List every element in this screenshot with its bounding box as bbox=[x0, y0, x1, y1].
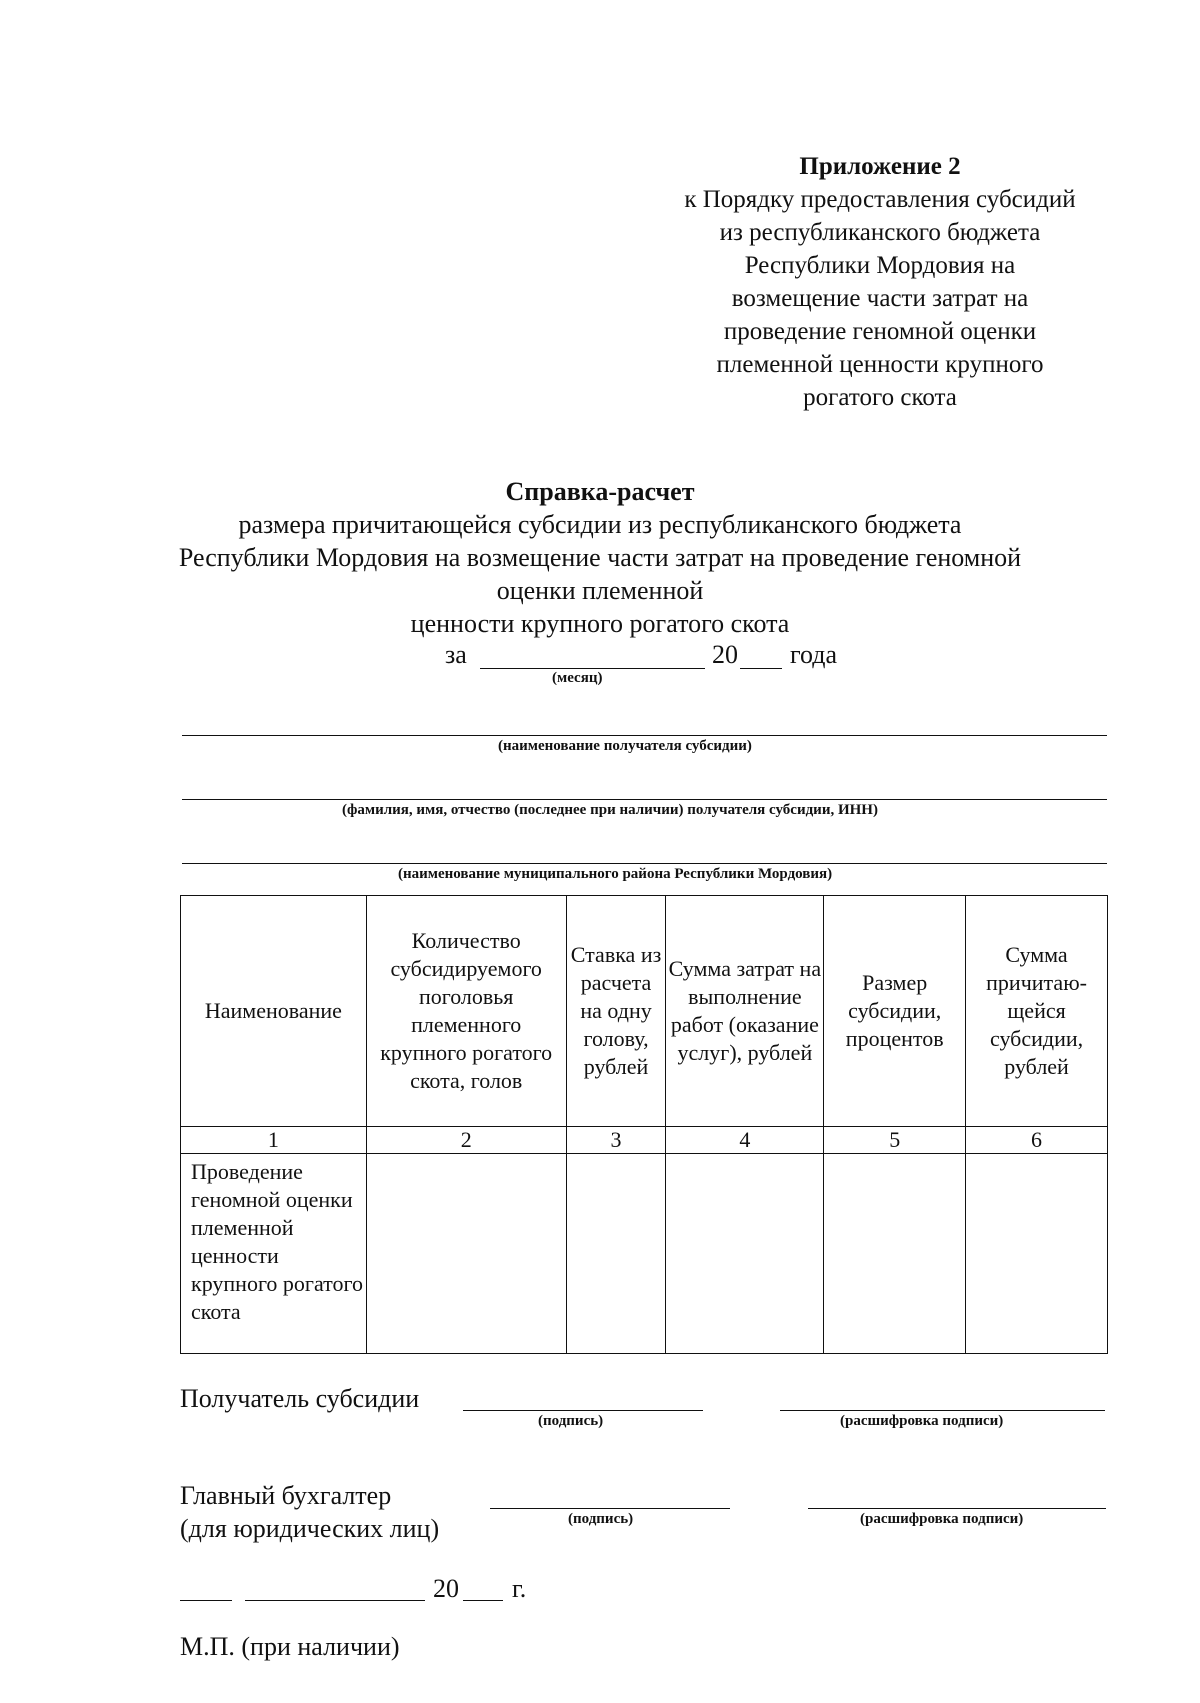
date-year-line bbox=[463, 1600, 503, 1601]
column-number: 6 bbox=[966, 1127, 1108, 1154]
title-line: оценки племенной bbox=[496, 576, 704, 605]
recipient-signature-line bbox=[463, 1410, 703, 1411]
period-suffix: года bbox=[790, 640, 838, 669]
appendix-line: рогатого скота bbox=[803, 384, 957, 411]
period-year-prefix: 20 bbox=[712, 640, 738, 669]
person-name-caption: (фамилия, имя, отчество (последнее при наличии) получателя субсидии, ИНН) bbox=[342, 802, 878, 818]
stamp-label: М.П. (при наличии) bbox=[180, 1632, 400, 1661]
column-number: 3 bbox=[566, 1127, 666, 1154]
title-line: размера причитающейся субсидии из республиканского бюджета bbox=[238, 510, 962, 539]
accountant-signature-label: Главный бухгалтер bbox=[180, 1481, 392, 1510]
title-line: Республики Мордовия на возмещение части затрат на проведение геномной bbox=[178, 543, 1022, 572]
recipient-name-line bbox=[182, 735, 1107, 736]
subsidy-amount-cell[interactable] bbox=[966, 1154, 1108, 1354]
date-day-line bbox=[180, 1600, 232, 1601]
subsidy-calculation-table bbox=[180, 895, 1108, 1354]
header-rate: Ставка из расчета на одну голову, рублей bbox=[566, 896, 666, 1127]
appendix-line: к Порядку предоставления субсидий bbox=[684, 186, 1076, 213]
table-number-row bbox=[181, 1127, 1108, 1154]
appendix-line: из республиканского бюджета bbox=[719, 219, 1041, 246]
date-year-prefix: 20 bbox=[433, 1574, 459, 1603]
costs-cell[interactable] bbox=[666, 1154, 824, 1354]
column-number: 5 bbox=[824, 1127, 966, 1154]
district-caption: (наименование муниципального района Республики Мордовия) bbox=[398, 866, 833, 882]
recipient-decoding-caption: (расшифровка подписи) bbox=[840, 1413, 1004, 1429]
date-year-suffix: г. bbox=[512, 1574, 527, 1603]
accountant-signature-sublabel: (для юридических лиц) bbox=[180, 1514, 440, 1543]
column-number: 4 bbox=[666, 1127, 824, 1154]
table-header-row bbox=[181, 896, 1108, 1127]
title-line: ценности крупного рогатого скота bbox=[410, 609, 790, 638]
header-name: Наименование bbox=[181, 896, 367, 1127]
header-subsidy-percent: Размер субсидии, процентов bbox=[824, 896, 966, 1127]
row-name-cell: Проведение геномной оценки племенной ценности крупного рогатого скота bbox=[181, 1154, 367, 1354]
appendix-line: племенной ценности крупного bbox=[716, 351, 1044, 378]
period-prefix: за bbox=[445, 640, 467, 669]
month-caption: (месяц) bbox=[552, 670, 603, 686]
accountant-signature-caption: (подпись) bbox=[568, 1511, 634, 1527]
header-head-count: Количество субсидируемого поголовья племенного крупного рогатого скота, голов bbox=[366, 896, 566, 1127]
recipient-decoding-line bbox=[780, 1410, 1105, 1411]
appendix-line: Республики Мордовия на bbox=[744, 252, 1016, 279]
appendix-line: возмещение части затрат на bbox=[731, 285, 1029, 312]
header-subsidy-amount: Сумма причитаю-щейся субсидии, рублей bbox=[966, 896, 1108, 1127]
column-number: 1 bbox=[181, 1127, 367, 1154]
accountant-decoding-caption: (расшифровка подписи) bbox=[860, 1511, 1024, 1527]
title-heading: Справка-расчет bbox=[505, 477, 695, 506]
rate-cell[interactable] bbox=[566, 1154, 666, 1354]
district-line bbox=[182, 863, 1107, 864]
year-blank-line bbox=[740, 668, 782, 669]
person-name-line bbox=[182, 799, 1107, 800]
recipient-signature-label: Получатель субсидии bbox=[180, 1384, 420, 1413]
document-title bbox=[150, 475, 1050, 640]
appendix-heading: Приложение 2 bbox=[799, 153, 961, 180]
column-number: 2 bbox=[366, 1127, 566, 1154]
recipient-signature-caption: (подпись) bbox=[538, 1413, 604, 1429]
accountant-signature-line bbox=[490, 1508, 730, 1509]
header-costs: Сумма затрат на выполнение работ (оказание услуг), рублей bbox=[666, 896, 824, 1127]
table-row bbox=[181, 1154, 1108, 1354]
appendix-block bbox=[630, 150, 1130, 414]
recipient-name-caption: (наименование получателя субсидии) bbox=[498, 738, 752, 754]
date-month-line bbox=[245, 1600, 425, 1601]
subsidy-percent-cell[interactable] bbox=[824, 1154, 966, 1354]
head-count-cell[interactable] bbox=[366, 1154, 566, 1354]
accountant-decoding-line bbox=[808, 1508, 1106, 1509]
month-blank-line bbox=[480, 668, 705, 669]
appendix-line: проведение геномной оценки bbox=[723, 318, 1037, 345]
